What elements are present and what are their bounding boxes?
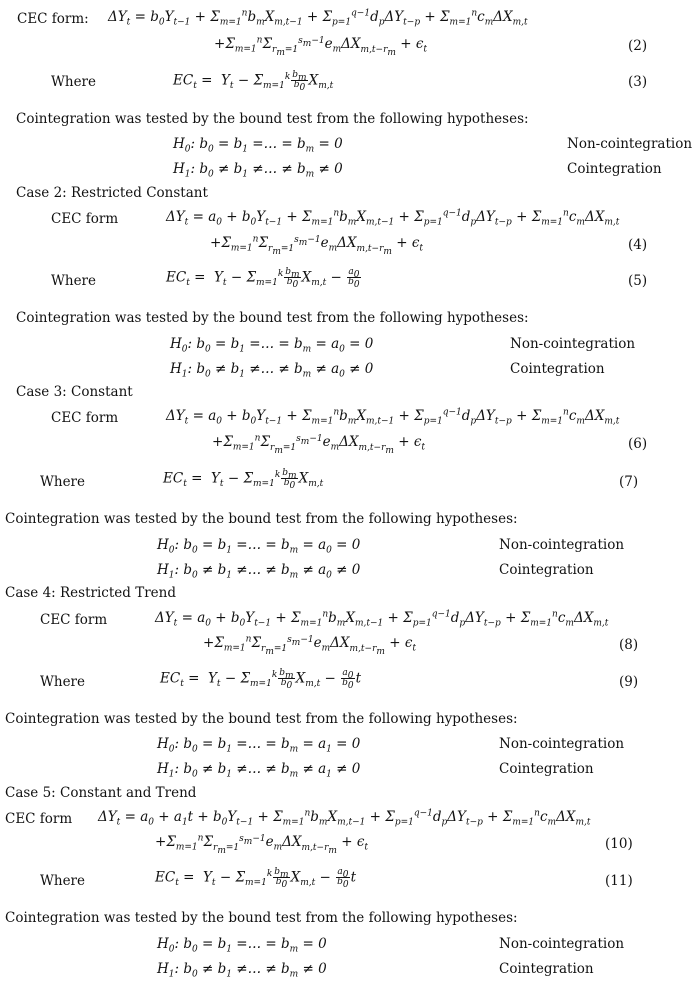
non-cointegration-label-3: Non-cointegration bbox=[499, 537, 625, 553]
h0-case-4: $H_0$: $b_0 = b_1$ =… = $b_m = a_1 = 0$ bbox=[157, 736, 361, 755]
equation-8-line-2: $+\Sigma_{m=1}^n\Sigma_{r_m=1}^{s_m-1}e_m\Delta X_{m,t-r_m} + \epsilon_t$ bbox=[203, 634, 417, 657]
cointegration-label-5: Cointegration bbox=[499, 961, 594, 977]
hypothesis-sentence-3: Cointegration was tested by the bound test from the following hypotheses: bbox=[5, 511, 518, 527]
cec-form-label-5: CEC form bbox=[5, 811, 73, 827]
case-2-heading: Case 2: Restricted Constant bbox=[16, 185, 208, 201]
equation-number-3: (3) bbox=[628, 74, 648, 90]
equation-9: $EC_t = Y_t - \Sigma_{m=1}^k$ $\frac{b_m}{b_0}$ $X_{m,t}$ − $\frac{a_0}{b_0}$ t bbox=[160, 668, 362, 692]
equation-3: $EC_t = Y_t - \Sigma_{m=1}^k$ $\frac{b_m}{b_0}$ $X_{m,t}$ bbox=[173, 70, 334, 94]
where-label-9: Where bbox=[40, 674, 86, 690]
equation-8-line-1: $\Delta Y_t = a_0 + b_0Y_{t-1} + \Sigma_{m=1}^nb_mX_{m,t-1} + \Sigma_{p=1}^{q-1}d_p\Delta Y_{t-p} + \Sigma_{m=1}^nc_m\Delta X_{m,t}$ bbox=[155, 609, 609, 629]
equation-number-6: (6) bbox=[628, 436, 648, 452]
cec-form-label-4: CEC form bbox=[40, 612, 108, 628]
hypothesis-sentence-1: Cointegration was tested by the bound test from the following hypotheses: bbox=[16, 111, 529, 127]
equation-number-9: (9) bbox=[619, 674, 639, 690]
where-label-3: Where bbox=[51, 74, 97, 90]
case-3-heading: Case 3: Constant bbox=[16, 384, 133, 400]
equation-number-8: (8) bbox=[619, 637, 639, 653]
cec-form-label-2: CEC form bbox=[51, 211, 119, 227]
h1-case-3: $H_1$: $b_0 \ne b_1$ ≠… ≠ $b_m \ne a_0 \ne 0$ bbox=[157, 562, 361, 581]
equation-5: $EC_t = Y_t - \Sigma_{m=1}^k$ $\frac{b_m}{b_0}$ $X_{m,t}$ − $\frac{a_0}{b_0}$ bbox=[166, 267, 360, 291]
where-label-5: Where bbox=[51, 273, 97, 289]
non-cointegration-label-4: Non-cointegration bbox=[499, 736, 625, 752]
h0-case-5: $H_0$: $b_0 = b_1$ =… = $b_m = 0$ bbox=[157, 936, 327, 955]
equation-6-line-1: $\Delta Y_t = a_0 + b_0Y_{t-1} + \Sigma_{m=1}^nb_mX_{m,t-1} + \Sigma_{p=1}^{q-1}d_p\Delta Y_{t-p} + \Sigma_{m=1}^nc_m\Delta X_{m,t}$ bbox=[166, 407, 620, 427]
h0-case-3: $H_0$: $b_0 = b_1$ =… = $b_m = a_0 = 0$ bbox=[157, 537, 361, 556]
non-cointegration-label-2: Non-cointegration bbox=[510, 336, 636, 352]
cec-form-label-1: CEC form: bbox=[17, 11, 89, 27]
h1-case-4: $H_1$: $b_0 \ne b_1$ ≠… ≠ $b_m \ne a_1 \ne 0$ bbox=[157, 761, 361, 780]
hypothesis-sentence-4: Cointegration was tested by the bound test from the following hypotheses: bbox=[5, 711, 518, 727]
cointegration-label-4: Cointegration bbox=[499, 761, 594, 777]
equation-7: $EC_t = Y_t - \Sigma_{m=1}^k$ $\frac{b_m}{b_0}$ $X_{m,t}$ bbox=[163, 468, 324, 492]
h0-case-2: $H_0$: $b_0 = b_1$ =… = $b_m = a_0 = 0$ bbox=[170, 336, 374, 355]
equation-number-2: (2) bbox=[628, 38, 648, 54]
where-label-7: Where bbox=[40, 474, 86, 490]
equation-6-line-2: $+\Sigma_{m=1}^n\Sigma_{r_m=1}^{s_m-1}e_m\Delta X_{m,t-r_m} + \epsilon_t$ bbox=[212, 433, 426, 456]
hypothesis-sentence-5: Cointegration was tested by the bound test from the following hypotheses: bbox=[5, 910, 518, 926]
h0-case-1: $H_0$: $b_0 = b_1$ =… = $b_m = 0$ bbox=[173, 136, 343, 155]
non-cointegration-label-1: Non-cointegration bbox=[567, 136, 692, 152]
equation-number-11: (11) bbox=[605, 873, 633, 889]
equation-2-line-2: $+\Sigma_{m=1}^n\Sigma_{r_m=1}^{s_m-1}e_m\Delta X_{m,t-r_m} + \epsilon_t$ bbox=[214, 35, 428, 58]
equation-11: $EC_t = Y_t - \Sigma_{m=1}^k$ $\frac{b_m}{b_0}$ $X_{m,t}$ − $\frac{a_0}{b_0}$ t bbox=[155, 867, 357, 891]
cointegration-label-1: Cointegration bbox=[567, 161, 662, 177]
h1-case-5: $H_1$: $b_0 \ne b_1$ ≠… ≠ $b_m \ne 0$ bbox=[157, 961, 327, 980]
h1-case-1: $H_1$: $b_0 \ne b_1$ ≠… ≠ $b_m \ne 0$ bbox=[173, 161, 343, 180]
equation-4-line-1: $\Delta Y_t = a_0 + b_0Y_{t-1} + \Sigma_{m=1}^nb_mX_{m,t-1} + \Sigma_{p=1}^{q-1}d_p\Delta Y_{t-p} + \Sigma_{m=1}^nc_m\Delta X_{m,t}$ bbox=[166, 208, 620, 228]
cointegration-label-3: Cointegration bbox=[499, 562, 594, 578]
equation-10-line-1: $\Delta Y_t = a_0 + a_1t + b_0Y_{t-1} + \Sigma_{m=1}^nb_mX_{m,t-1} + \Sigma_{p=1}^{q-1}d_p\Delta Y_{t-p} + \Sigma_{m=1}^nc_m\Delta X_{m,t}$ bbox=[98, 808, 591, 828]
where-label-11: Where bbox=[40, 873, 86, 889]
case-4-heading: Case 4: Restricted Trend bbox=[5, 585, 176, 601]
equation-number-7: (7) bbox=[619, 474, 639, 490]
equation-2-line-1: $\Delta Y_t = b_0Y_{t-1} + \Sigma_{m=1}^nb_mX_{m,t-1} + \Sigma_{p=1}^{q-1}d_p\Delta Y_{t-p} + \Sigma_{m=1}^nc_m\Delta X_{m,t}$ bbox=[108, 8, 528, 28]
hypothesis-sentence-2: Cointegration was tested by the bound test from the following hypotheses: bbox=[16, 310, 529, 326]
equation-number-10: (10) bbox=[605, 836, 633, 852]
equation-number-4: (4) bbox=[628, 237, 648, 253]
equation-10-line-2: $+\Sigma_{m=1}^n\Sigma_{r_m=1}^{s_m-1}e_m\Delta X_{m,t-r_m} + \epsilon_t$ bbox=[155, 833, 369, 856]
non-cointegration-label-5: Non-cointegration bbox=[499, 936, 625, 952]
equation-4-line-2: $+\Sigma_{m=1}^n\Sigma_{r_m=1}^{s_m-1}e_m\Delta X_{m,t-r_m} + \epsilon_t$ bbox=[210, 234, 424, 257]
equation-number-5: (5) bbox=[628, 273, 648, 289]
cointegration-label-2: Cointegration bbox=[510, 361, 605, 377]
cec-form-label-3: CEC form bbox=[51, 410, 119, 426]
h1-case-2: $H_1$: $b_0 \ne b_1$ ≠… ≠ $b_m \ne a_0 \ne 0$ bbox=[170, 361, 374, 380]
case-5-heading: Case 5: Constant and Trend bbox=[5, 785, 197, 801]
